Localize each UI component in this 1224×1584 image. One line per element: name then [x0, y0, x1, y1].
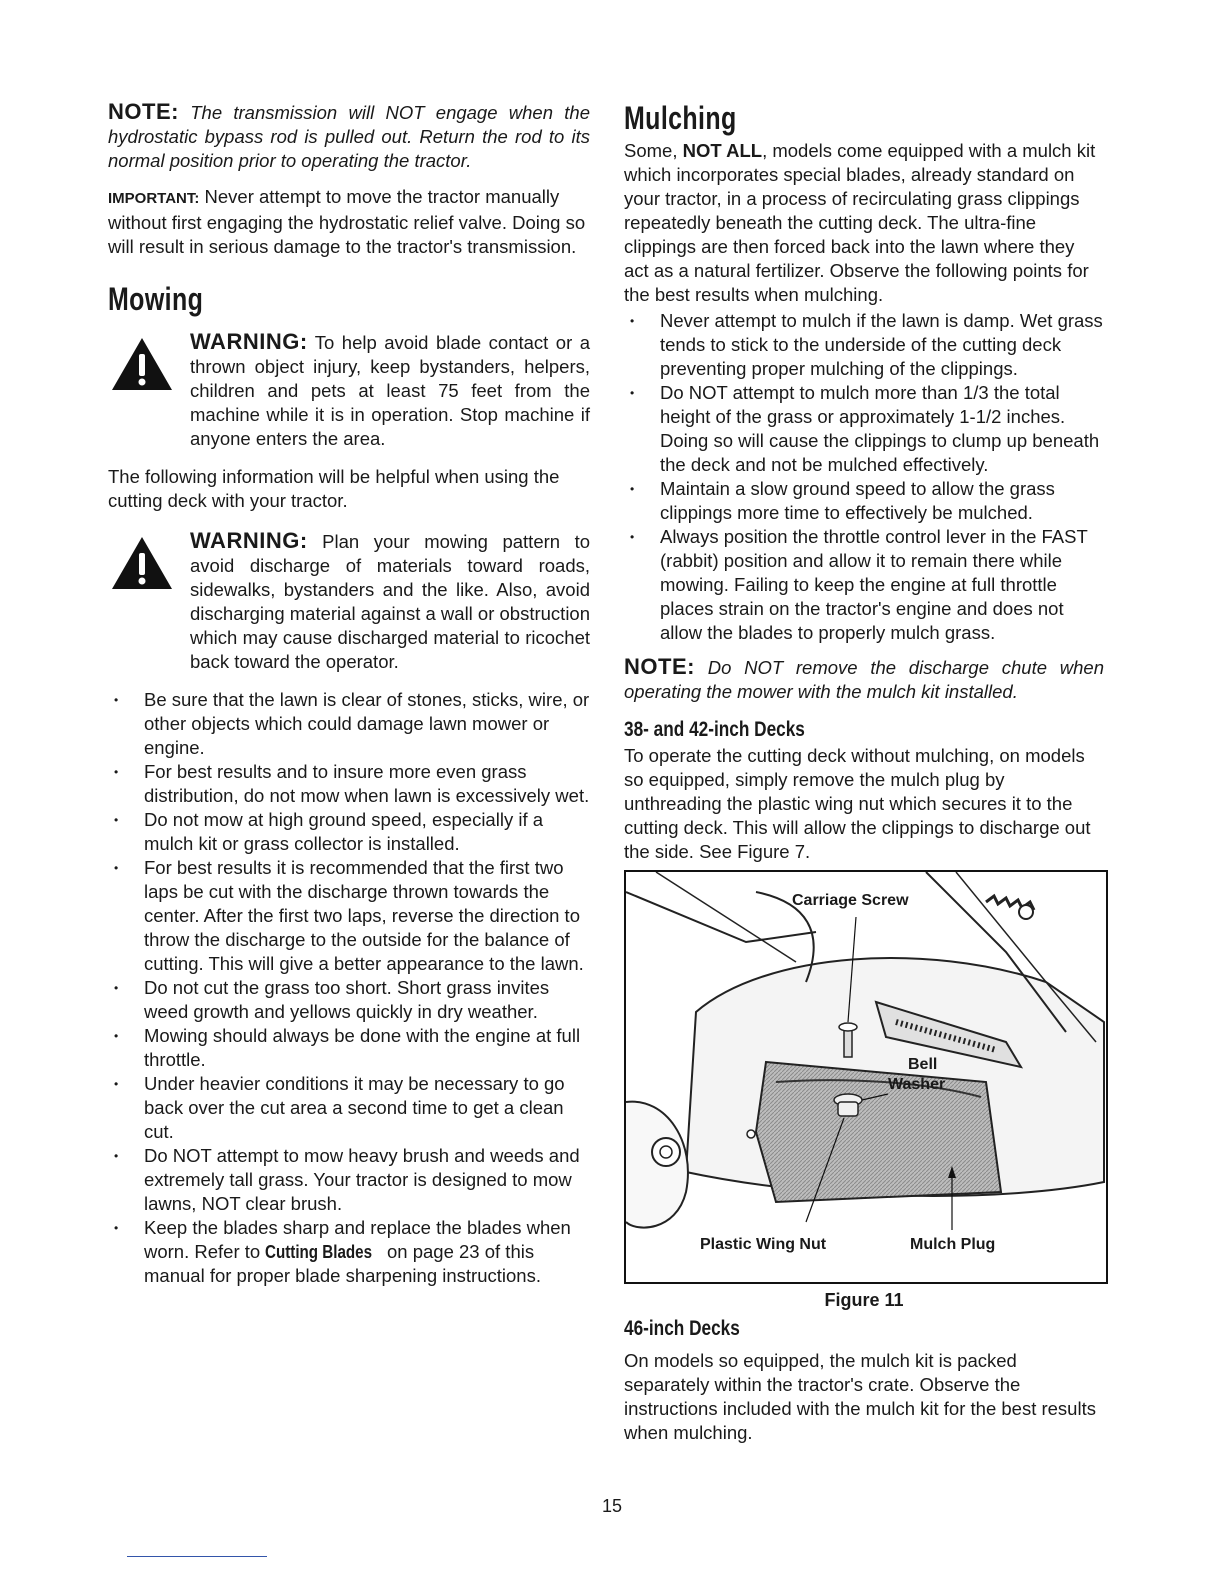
figure-caption: Figure 11	[824, 1290, 904, 1310]
decks-38-42-text: To operate the cutting deck without mulching, on models so equipped, simply remove the mulch plug by unthreading the plastic wing nut which secures it to the cutting deck. This will allow the clippings to discharge out the side. See Figure 7.	[624, 745, 1091, 862]
list-item: • Do not mow at high ground speed, especially if a mulch kit or grass collector is installed.	[108, 808, 590, 856]
decks-46-text: On models so equipped, the mulch kit is packed separately within the tractor's crate. Observe the instructions included with the mulch kit for the best results when mulching.	[624, 1350, 1096, 1443]
carriage-screw-label: Carriage Screw	[792, 892, 909, 909]
list-item: • For best results and to insure more even grass distribution, do not mow when lawn is excessively wet.	[108, 760, 590, 808]
decks-46-heading: 46-inch Decks	[624, 1317, 740, 1340]
warning-label: WARNING:	[190, 329, 308, 354]
list-item-text: Keep the blades sharp and replace the blades when worn. Refer to	[144, 1217, 571, 1262]
list-item: • Never attempt to mulch if the lawn is damp. Wet grass tends to stick to the underside of the cutting deck preventing proper mulching of the clippings.	[624, 309, 1104, 381]
mulch-plug-label: Mulch Plug	[910, 1236, 996, 1253]
warning-blade-contact	[108, 330, 590, 451]
mowing-heading: Mowing	[108, 281, 204, 317]
note-label: NOTE:	[108, 99, 179, 124]
left-column	[108, 100, 590, 1288]
important-label: IMPORTANT:	[108, 190, 200, 207]
mulch-intro-post: , models come equipped with a mulch kit which incorporates special blades, already standard on your tractor, in a process of recirculating grass clippings repeatedly beneath the cutting deck. The ultra-fine clippings are then forced back into the lawn where they act as a natural fertilizer. Observe the following points for the best results when mulching.	[624, 140, 1096, 305]
not-all-emphasis: NOT ALL	[682, 140, 763, 161]
mowing-tips-list	[108, 688, 590, 1288]
list-item: • Do not cut the grass too short. Short grass invites weed growth and yellows quickly in dry weather.	[108, 976, 590, 1024]
list-item: • For best results it is recommended that the first two laps be cut with the discharge thrown towards the center. After the first two laps, reverse the direction to throw the discharge to the outside for the balance of cutting. This will give a better appearance to the lawn.	[108, 856, 590, 976]
right-column	[624, 100, 1104, 1445]
warning-label: WARNING:	[190, 528, 308, 553]
note-text: Do NOT remove the discharge chute when operating the mower with the mulch kit installed.	[624, 657, 1104, 702]
page-number: 15	[601, 1496, 623, 1516]
mulch-intro-pre: Some,	[624, 140, 678, 161]
list-item-text: on page 23 of this manual for proper blade sharpening instructions.	[144, 1241, 541, 1286]
note-label: NOTE:	[624, 654, 695, 679]
cutting-blades-reference: Cutting Blades	[265, 1241, 373, 1262]
bell-label: Bell	[908, 1056, 938, 1073]
figure-mulch-plug	[624, 870, 1108, 1284]
important-paragraph	[108, 185, 590, 259]
footer-divider	[127, 1556, 267, 1557]
list-item: • Do NOT attempt to mow heavy brush and weeds and extremely tall grass. Your tractor is designed to mow lawns, NOT clear brush.	[108, 1144, 590, 1216]
plastic-wing-nut-label: Plastic Wing Nut	[700, 1236, 827, 1253]
warning-triangle-icon	[110, 336, 174, 392]
mulching-tips-list	[624, 309, 1104, 645]
list-item: • Be sure that the lawn is clear of stones, sticks, wire, or other objects which could damage lawn mower or engine.	[108, 688, 590, 760]
list-item: • Do NOT attempt to mulch more than 1/3 the total height of the grass or approximately 1-1/2 inches. Doing so will cause the clippings to clump up beneath the deck and not be mulched effectively.	[624, 381, 1104, 477]
warning-text: Plan your mowing pattern to avoid discharge of materials toward roads, sidewalks, bystanders and the like. Also, avoid discharging material against a wall or obstruction which may cause discharged material to ricochet back toward the operator.	[190, 531, 591, 672]
list-item	[108, 1216, 590, 1288]
important-text: Never attempt to move the tractor manually without first engaging the hydrostatic relief valve. Doing so will result in serious damage to the tractor's transmission.	[108, 186, 586, 257]
decks-38-42-heading: 38- and 42-inch Decks	[624, 718, 805, 741]
warning-text: To help avoid blade contact or a thrown object injury, keep bystanders, helpers, children and pets at least 75 feet from the machine while it is in operation. Stop machine if anyone enters the area.	[190, 332, 590, 449]
mulch-plug-illustration	[626, 872, 1106, 1282]
warning-discharge	[108, 529, 590, 674]
list-item: • Under heavier conditions it may be necessary to go back over the cut area a second time to get a clean cut.	[108, 1072, 590, 1144]
mulching-heading: Mulching	[624, 100, 737, 136]
list-item: • Mowing should always be done with the engine at full throttle.	[108, 1024, 590, 1072]
list-item: • Maintain a slow ground speed to allow the grass clippings more time to effectively be mulched.	[624, 477, 1104, 525]
washer-label: Washer	[888, 1076, 946, 1093]
intro-paragraph: The following information will be helpful when using the cutting deck with your tractor.	[108, 466, 560, 511]
mulching-intro	[624, 139, 1104, 307]
note-text: The transmission will NOT engage when the hydrostatic bypass rod is pulled out. Return the rod to its normal position prior to operating the tractor.	[108, 102, 590, 171]
transmission-note	[108, 100, 590, 173]
warning-triangle-icon	[110, 535, 174, 591]
list-item: • Always position the throttle control lever in the FAST (rabbit) position and allow it to remain there while mowing. Failing to keep the engine at full throttle places strain on the tractor's engine and does not allow the blades to properly mulch grass.	[624, 525, 1104, 645]
discharge-chute-note	[624, 655, 1104, 704]
